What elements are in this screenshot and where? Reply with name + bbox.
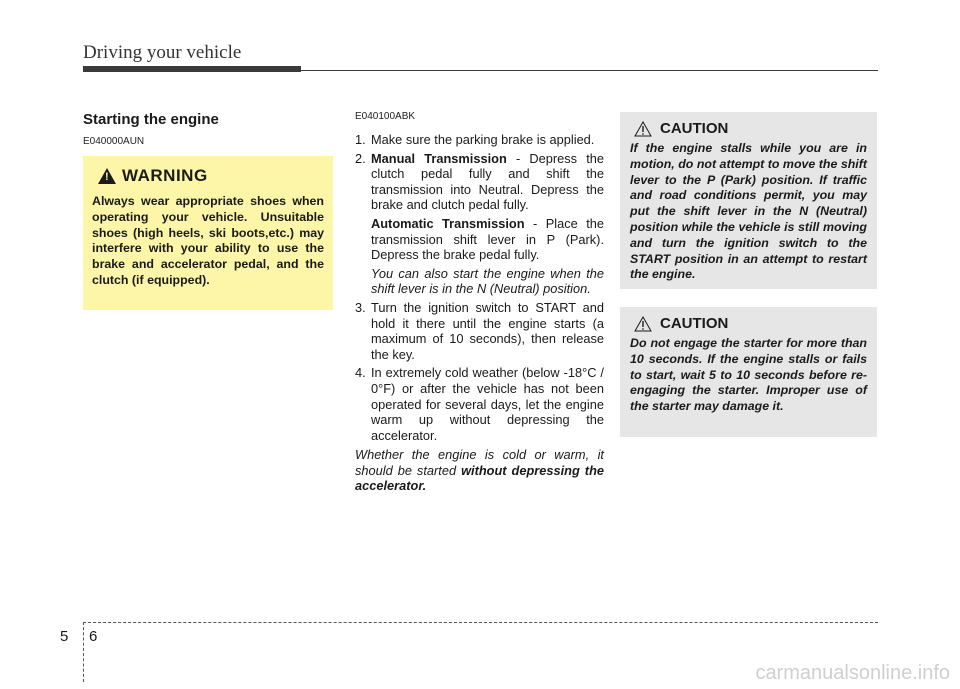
warning-title: WARNING xyxy=(122,166,208,185)
section-number: 5 xyxy=(60,628,69,645)
caution-heading xyxy=(630,315,867,332)
warning-heading xyxy=(92,166,324,186)
closing-bold: without depressing the accelerator. xyxy=(355,462,605,494)
step-1-text: Make sure the parking brake is applied. xyxy=(371,132,595,147)
header-rule-thick xyxy=(83,66,301,72)
step-2-manual xyxy=(371,151,604,213)
step-2-note: You can also start the engine when the shift lever is in the N (Neutral) position. xyxy=(371,265,604,297)
page-header-title: Driving your vehicle xyxy=(83,42,242,63)
procedure-column xyxy=(355,111,604,494)
warning-text: Always wear appropriate shoes when operating your vehicle. Unsuitable shoes (high heels, ski boots,etc.) may interfere with your ability to use the brake and accelerator pedal, and the clutch (if equipped). xyxy=(92,194,324,287)
caution-heading xyxy=(630,120,867,137)
step-4-text: In extremely cold weather (below -18°C / 0°F) or after the vehicle has not been operated for several days, let the engine warm up without depressing the accelerator. xyxy=(371,365,604,443)
closing-note xyxy=(355,447,604,494)
step-3-text: Turn the ignition switch to START and hold it there until the engine starts (a maximum of 10 seconds), then release the key. xyxy=(371,299,604,362)
automatic-transmission-label: Automatic Transmission xyxy=(371,215,525,231)
step-1 xyxy=(355,132,604,148)
warning-box xyxy=(83,156,333,310)
caution-box-stall xyxy=(620,112,877,289)
caution-triangle-icon xyxy=(634,316,652,332)
caution-triangle-icon xyxy=(634,121,652,137)
footer-rule xyxy=(83,622,878,623)
section-title: Starting the engine xyxy=(83,111,219,128)
caution-text: Do not engage the starter for more than 10 seconds. If the engine stalls or fails to start, wait 5 to 10 seconds before re-engaging the starter. Improper use of the starter may damage it. xyxy=(630,336,867,414)
step-2-number: 2. xyxy=(355,150,366,166)
step-1-number: 1. xyxy=(355,132,366,147)
caution-box-starter xyxy=(620,307,877,437)
step-4-number: 4. xyxy=(355,365,366,381)
header-rule xyxy=(83,70,878,71)
caution-title: CAUTION xyxy=(660,315,729,332)
watermark: carmanualsonline.info xyxy=(755,662,950,684)
step-3 xyxy=(355,300,604,362)
step-3-number: 3. xyxy=(355,299,366,315)
procedure-code: E040100ABK xyxy=(355,111,416,122)
footer-vertical-rule xyxy=(83,622,84,682)
closing-italic: Whether the engine is cold or warm, it should be started xyxy=(355,447,604,478)
warning-triangle-icon xyxy=(98,168,116,184)
manual-transmission-text: - Depress the clutch pedal fully and shift the transmission into Neutral. Depress the brake and clutch pedal fully. xyxy=(371,150,604,213)
caution-title: CAUTION xyxy=(660,120,729,137)
step-2-automatic xyxy=(371,216,604,263)
step-2 xyxy=(355,151,604,213)
manual-transmission-label: Manual Transmission xyxy=(371,150,507,166)
page-number: 6 xyxy=(89,628,98,645)
section-code: E040000AUN xyxy=(83,136,145,147)
step-4 xyxy=(355,365,604,443)
caution-text: If the engine stalls while you are in motion, do not attempt to move the shift lever to the P (Park) position. If traffic and road conditions permit, you may put the shift lever in the N (Neutral) position while the vehicle is still moving and turn the ignition switch to the START position in an attempt to restart the engine. xyxy=(630,141,867,282)
automatic-transmission-text: - Place the transmission shift lever in P (Park). Depress the brake pedal fully. xyxy=(371,215,604,263)
